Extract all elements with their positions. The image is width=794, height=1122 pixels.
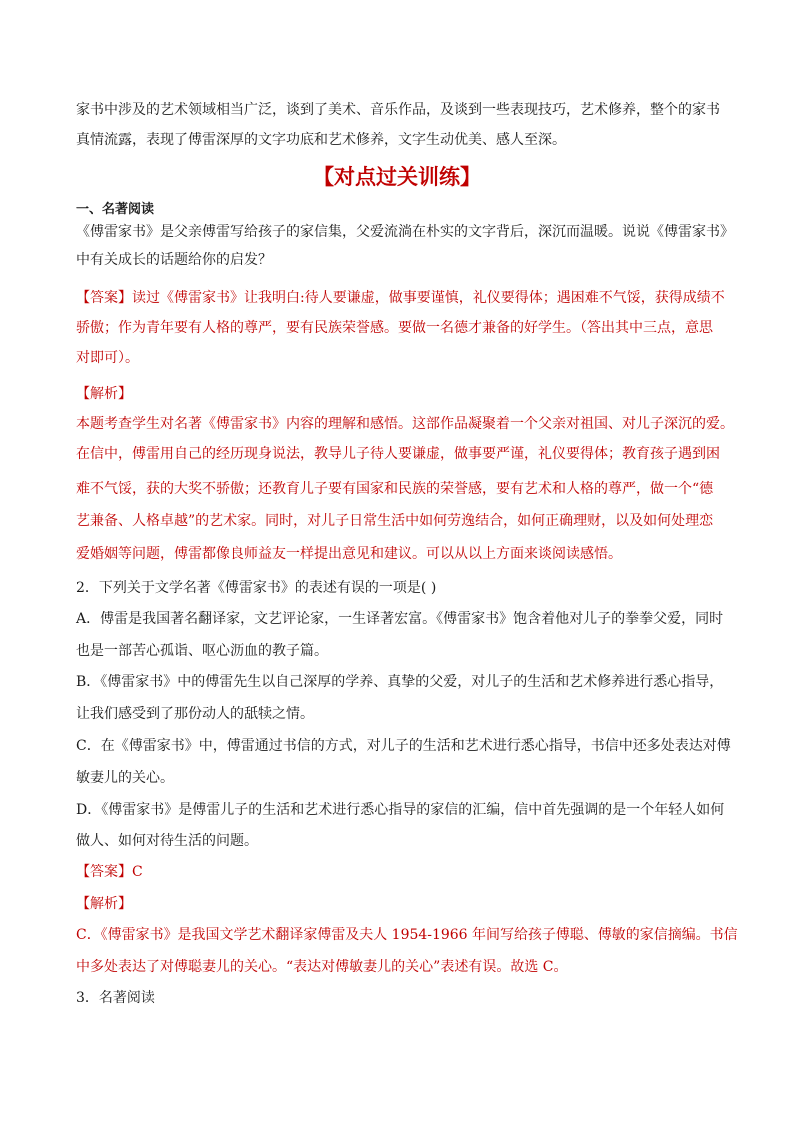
part1-answer-line-3: 对即可）。 bbox=[76, 350, 139, 366]
part1-analysis-line-2: 在信中，傅雷用自己的经历现身说法，教导儿子待人要谦虚，做事要严谨，礼仪要得体；教育孩子遇到困 bbox=[76, 446, 720, 462]
part1-answer-line-1: 【答案】读过《傅雷家书》让我明白:待人要谦虚，做事要谨慎，礼仪要得体；遇困难不气馁，获得成绩不 bbox=[76, 290, 725, 306]
part2-option-d-line-1: D．《傅雷家书》是傅雷儿子的生活和艺术进行悉心指导的家信的汇编，信中首先强调的是一个年轻人如何 bbox=[76, 802, 725, 818]
part2-option-a-line-1: A．傅雷是我国著名翻译家，文艺评论家，一生译著宏富。《傅雷家书》饱含着他对儿子的拳拳父爱，同时 bbox=[76, 611, 724, 627]
part1-title: 一、名著阅读 bbox=[76, 202, 155, 217]
part2-option-b-line-1: B．《傅雷家书》中的傅雷先生以自己深厚的学养、真挚的父爱，对儿子的生活和艺术修养进行悉心指导， bbox=[76, 674, 724, 690]
part2-question: 2．下列关于文学名著《傅雷家书》的表述有误的一项是( ) bbox=[76, 580, 437, 596]
part1-analysis-line-4: 艺兼备、人格卓越”的艺术家。同时，对儿子日常生活中如何劳逸结合，如何正确理财，以及如何处理恋 bbox=[76, 513, 714, 529]
part2-analysis-line-1: C．《傅雷家书》是我国文学艺术翻译家傅雷及夫人 1954-1966 年间写给孩子傅聪、傅敏的家信摘编。书信 bbox=[76, 927, 738, 943]
intro-line-2: 真情流露，表现了傅雷深厚的文字功底和艺术修养，文字生动优美、感人至深。 bbox=[76, 132, 566, 148]
part2-option-a-line-2: 也是一部苦心孤诣、呕心沥血的教子篇。 bbox=[76, 643, 328, 659]
part1-analysis-line-3: 难不气馁，获的大奖不骄傲；还教育儿子要有国家和民族的荣誉感，要有艺术和人格的尊严，做一个“德 bbox=[76, 481, 714, 497]
section-heading: 【对点过关训练】 bbox=[313, 165, 481, 189]
part2-analysis-line-2: 中多处表达了对傅聪妻儿的关心。“表达对傅敏妻儿的关心”表述有误。故选 C。 bbox=[76, 959, 568, 975]
part1-answer-line-2: 骄傲；作为青年要有人格的尊严，要有民族荣誉感。要做一名德才兼备的好学生。（答出其中三点，意思 bbox=[76, 320, 713, 336]
part2-analysis-label: 【解析】 bbox=[76, 896, 132, 912]
part2-option-c-line-1: C．在《傅雷家书》中，傅雷通过书信的方式，对儿子的生活和艺术进行悉心指导，书信中还多处表达对傅 bbox=[76, 738, 731, 754]
part2-option-c-line-2: 敏妻儿的关心。 bbox=[76, 770, 174, 786]
part3-title: 3．名著阅读 bbox=[76, 990, 155, 1006]
part1-analysis-line-5: 爱婚姻等问题，傅雷都像良师益友一样提出意见和建议。可以从以上方面来谈阅读感悟。 bbox=[76, 546, 622, 562]
part2-option-b-line-2: 让我们感受到了那份动人的舐犊之情。 bbox=[76, 706, 314, 722]
intro-line-1: 家书中涉及的艺术领域相当广泛，谈到了美术、音乐作品，及谈到一些表现技巧，艺术修养，整个的家书 bbox=[76, 102, 720, 118]
part1-question-line-1: 《傅雷家书》是父亲傅雷写给孩子的家信集，父爱流淌在朴实的文字背后，深沉而温暖。说说《傅雷家书》 bbox=[76, 224, 734, 240]
part1-analysis-line-1: 本题考查学生对名著《傅雷家书》内容的理解和感悟。这部作品凝聚着一个父亲对祖国、对儿子深沉的爱。 bbox=[76, 416, 734, 432]
part2-answer: 【答案】C bbox=[76, 864, 143, 880]
part1-question-line-2: 中有关成长的话题给你的启发？ bbox=[76, 252, 272, 268]
part1-analysis-label: 【解析】 bbox=[76, 386, 132, 402]
part2-option-d-line-2: 做人、如何对待生活的问题。 bbox=[76, 833, 258, 849]
